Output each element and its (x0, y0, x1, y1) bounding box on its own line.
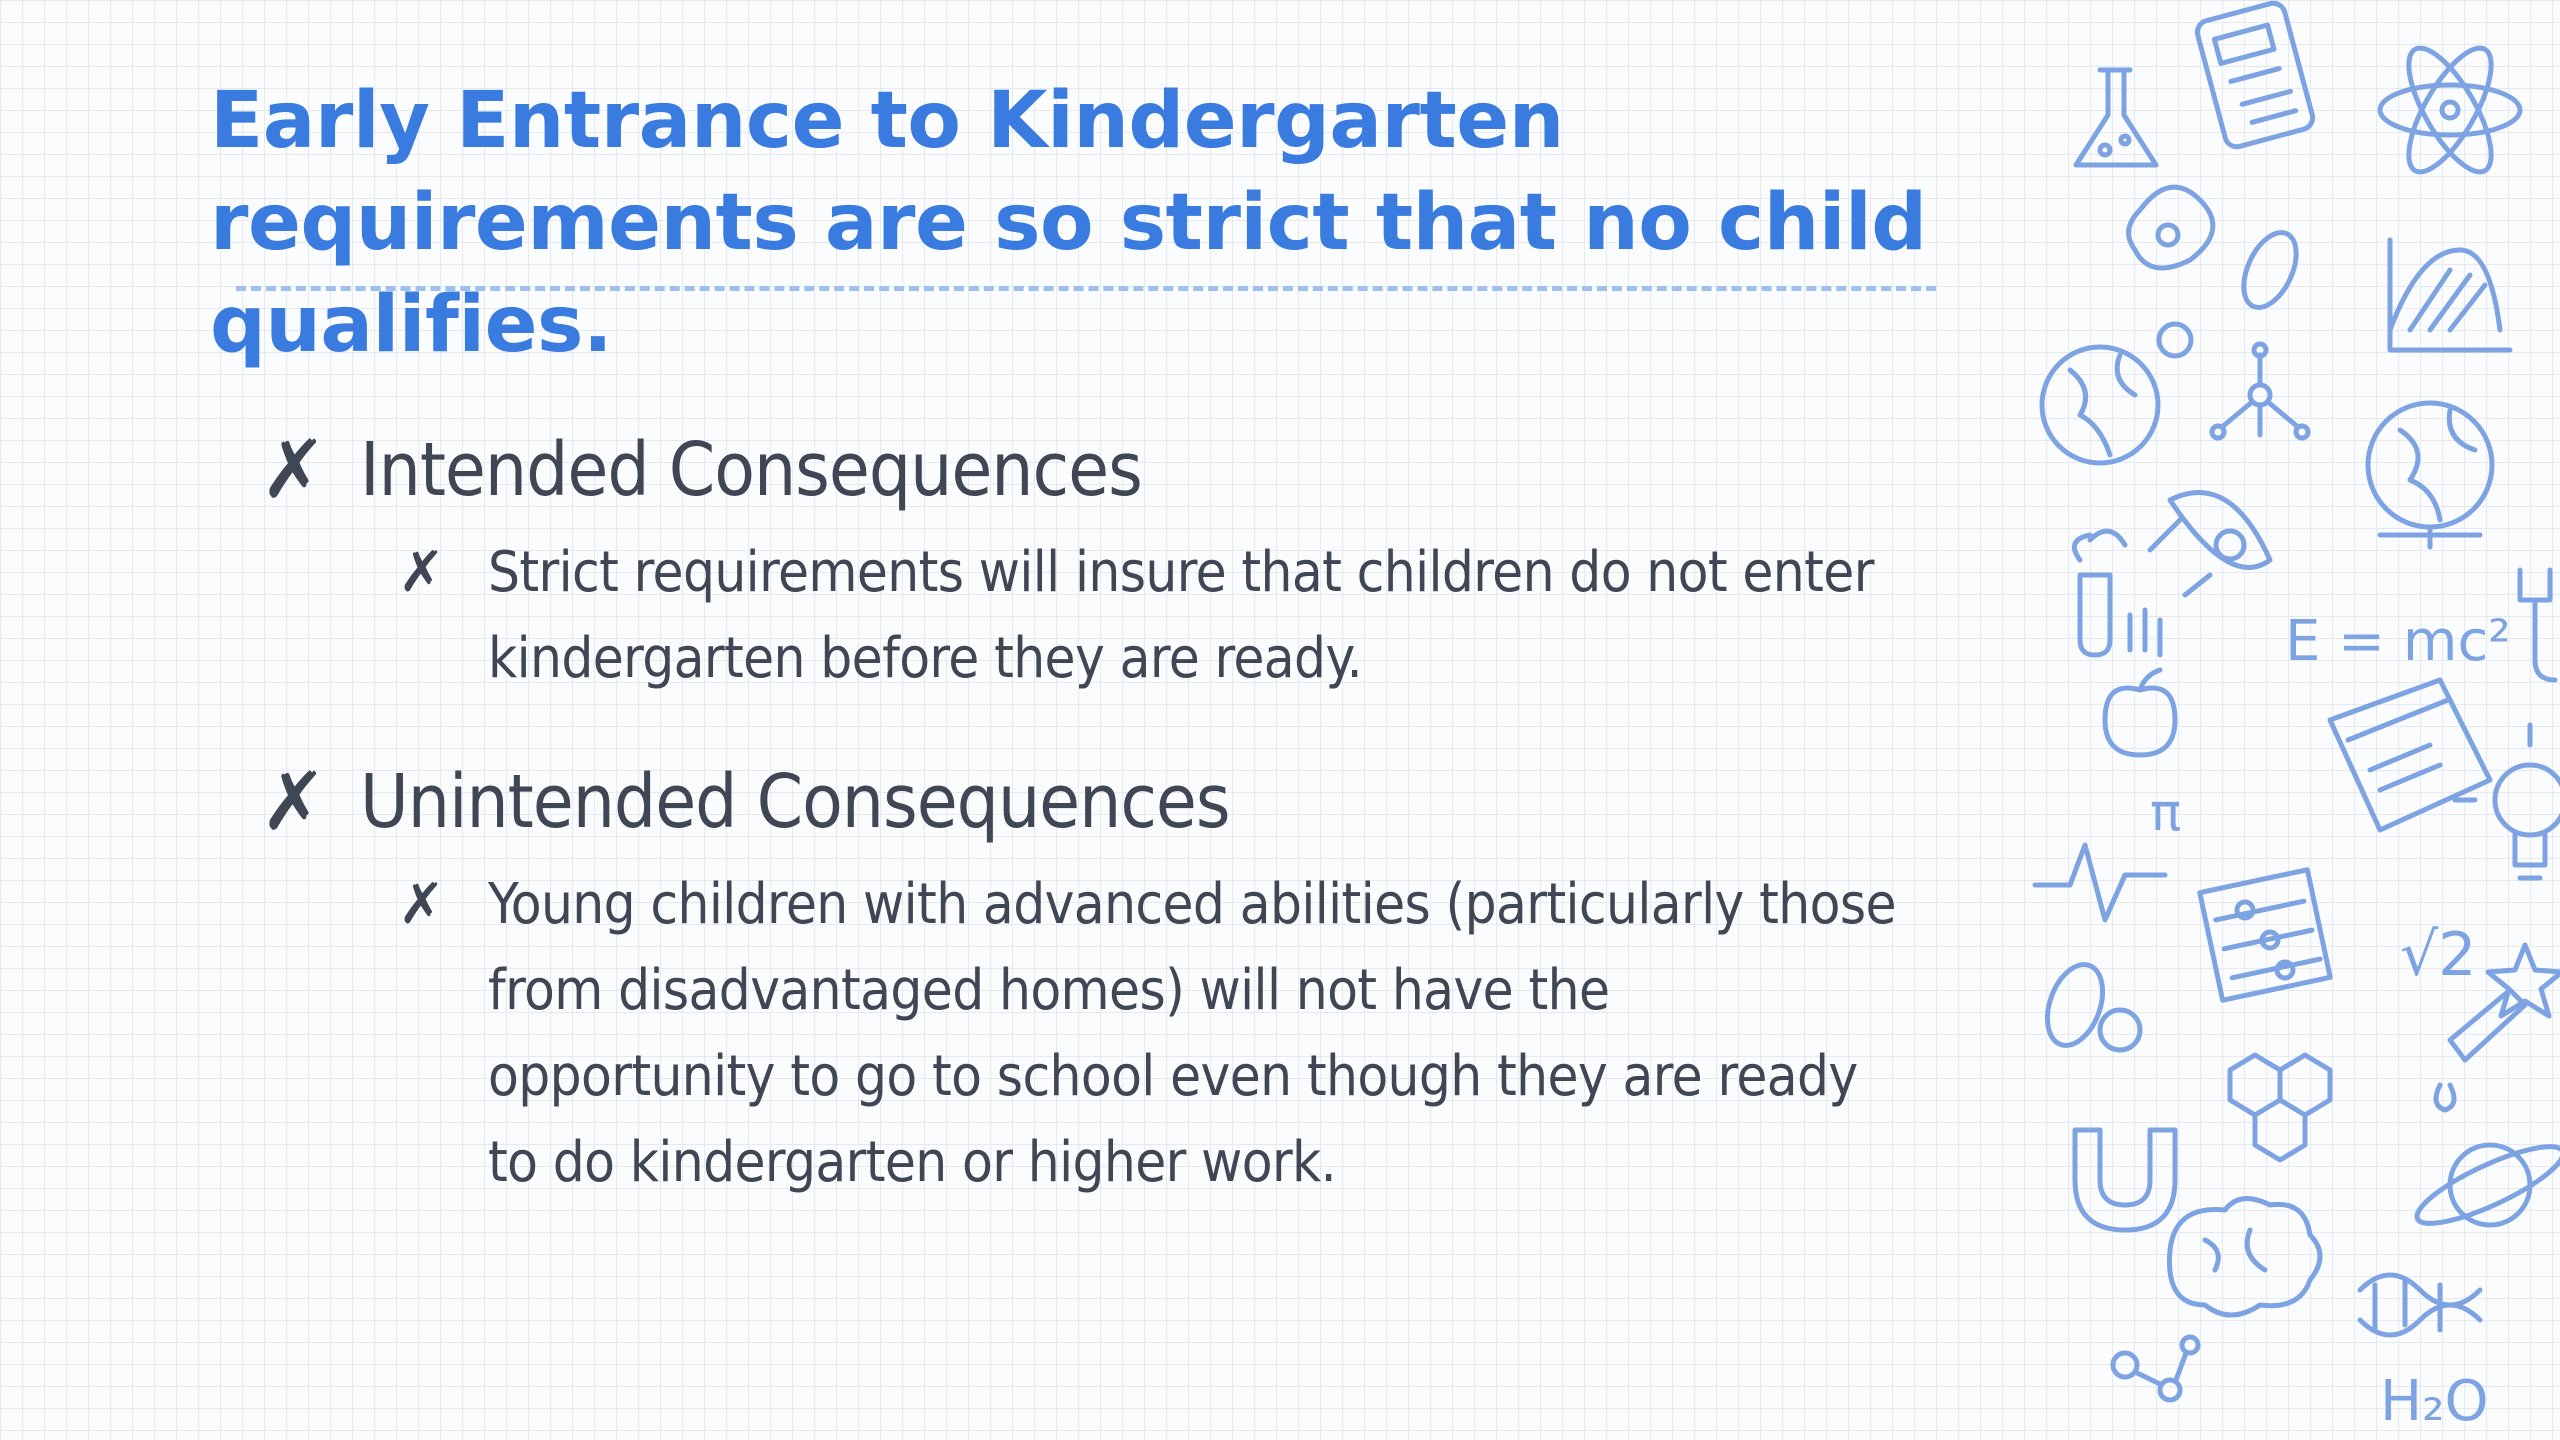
molecule-icon (2113, 1337, 2198, 1400)
bullet-item (260, 742, 1900, 862)
bullet-heading: Unintended Consequences (360, 759, 1230, 845)
formula-pi: π (2150, 783, 2182, 843)
bacteria-icon (2129, 187, 2307, 315)
sub-bullet-item (398, 530, 1900, 702)
sub-bullet-text: Young children with advanced abilities (particularly those from disadvantaged homes) will not have the opportunity to go to school even though they are ready to do kindergarten or higher work. (488, 872, 1896, 1195)
book-icon (2330, 680, 2490, 830)
lightbulb-icon (2455, 725, 2560, 878)
formula-root: √2 (2400, 920, 2477, 990)
bullet-heading: Intended Consequences (360, 427, 1142, 513)
x-mark-icon: ✗ (260, 423, 328, 516)
sub-bullet-item (398, 862, 1900, 1206)
globe-icon (2042, 324, 2191, 463)
test-tube-icon (2074, 531, 2125, 655)
pi-symbol (2150, 783, 2181, 843)
x-mark-icon: ✗ (398, 872, 445, 937)
atom-icon (2380, 37, 2520, 183)
science-doodles (2030, 0, 2560, 1440)
rocket-icon (2150, 493, 2270, 596)
x-mark-icon: ✗ (260, 755, 328, 848)
apple-icon (2105, 610, 2175, 755)
dna-icon (2360, 1275, 2480, 1335)
bullet-list (260, 410, 1900, 1246)
sub-bullet-text: Strict requirements will insure that children do not enter kindergarten before they are ready. (488, 540, 1874, 691)
hexagon-molecule-icon (2230, 1055, 2330, 1160)
pill-icon (2037, 957, 2140, 1053)
molecule-icon (2212, 344, 2308, 438)
chart-icon (2390, 240, 2510, 350)
formula-water: H₂O (2380, 1369, 2489, 1434)
brain-icon (2169, 1199, 2320, 1315)
abacus-icon (2200, 870, 2330, 1000)
x-mark-icon: ✗ (398, 540, 445, 605)
water-formula (2380, 1369, 2489, 1434)
planet-icon (2409, 1133, 2560, 1237)
magnet-icon (2075, 1130, 2175, 1230)
plug-icon (2520, 570, 2555, 680)
flask-icon (2076, 70, 2156, 165)
root-formula (2400, 920, 2476, 990)
title-divider (236, 286, 1936, 291)
slide-title: Early Entrance to Kindergarten requirements are so strict that no child qualifies. (210, 76, 1927, 370)
bullet-item (260, 410, 1900, 530)
calculator-icon (2195, 1, 2316, 150)
formula-energy: E = mc² (2285, 609, 2511, 674)
energy-formula (2285, 609, 2511, 674)
globe-icon (2368, 403, 2492, 547)
heartbeat-icon (2035, 845, 2165, 920)
